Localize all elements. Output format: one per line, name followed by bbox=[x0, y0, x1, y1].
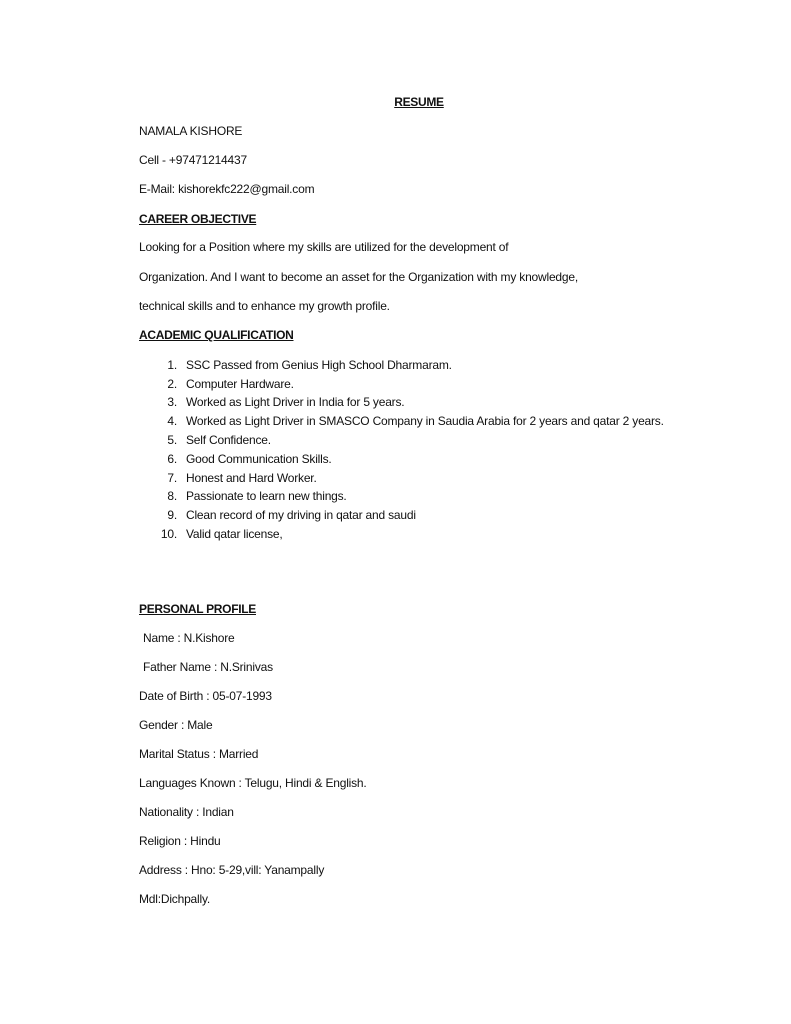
academic-qualification-list bbox=[139, 356, 699, 543]
list-item: 2. Computer Hardware. bbox=[167, 376, 294, 391]
candidate-name: NAMALA KISHORE bbox=[139, 124, 243, 138]
address: Address : Hno: 5-29,vill: Yanampally bbox=[139, 863, 325, 877]
father-name: Father Name : N.Srinivas bbox=[143, 660, 273, 674]
languages-known: Languages Known : Telugu, Hindi & English. bbox=[139, 776, 367, 790]
resume-title: RESUME bbox=[394, 95, 444, 109]
date-of-birth: Date of Birth : 05-07-1993 bbox=[139, 689, 272, 703]
marital-status: Marital Status : Married bbox=[139, 747, 259, 761]
religion: Religion : Hindu bbox=[139, 834, 221, 848]
career-objective-line-2: Organization. And I want to become an asset for the Organization with my knowledge, bbox=[139, 270, 578, 284]
academic-qualification-heading: ACADEMIC QUALIFICATION bbox=[139, 328, 294, 342]
list-item: 4. Worked as Light Driver in SMASCO Company in Saudia Arabia for 2 years and qatar 2 years. bbox=[167, 414, 664, 429]
personal-name: Name : N.Kishore bbox=[143, 631, 235, 645]
nationality: Nationality : Indian bbox=[139, 805, 234, 819]
career-objective-line-1: Looking for a Position where my skills are utilized for the development of bbox=[139, 240, 509, 254]
email-address: E-Mail: kishorekfc222@gmail.com bbox=[139, 182, 315, 196]
list-item: 8. Passionate to learn new things. bbox=[167, 489, 347, 504]
list-item: 7. Honest and Hard Worker. bbox=[167, 470, 317, 485]
gender: Gender : Male bbox=[139, 718, 213, 732]
list-item: 9. Clean record of my driving in qatar and saudi bbox=[167, 507, 416, 522]
cell-number: Cell - +97471214437 bbox=[139, 153, 247, 167]
list-item: 5. Self Confidence. bbox=[167, 433, 271, 448]
list-item: 6. Good Communication Skills. bbox=[167, 451, 332, 466]
career-objective-heading: CAREER OBJECTIVE bbox=[139, 212, 257, 226]
career-objective-line-3: technical skills and to enhance my growth profile. bbox=[139, 299, 390, 313]
mandal: Mdl:Dichpally. bbox=[139, 892, 210, 906]
list-item: 10. Valid qatar license, bbox=[160, 526, 283, 541]
personal-profile-heading: PERSONAL PROFILE bbox=[139, 602, 256, 616]
list-item: 3. Worked as Light Driver in India for 5 years. bbox=[167, 395, 405, 410]
list-item: 1. SSC Passed from Genius High School Dharmaram. bbox=[167, 358, 452, 372]
